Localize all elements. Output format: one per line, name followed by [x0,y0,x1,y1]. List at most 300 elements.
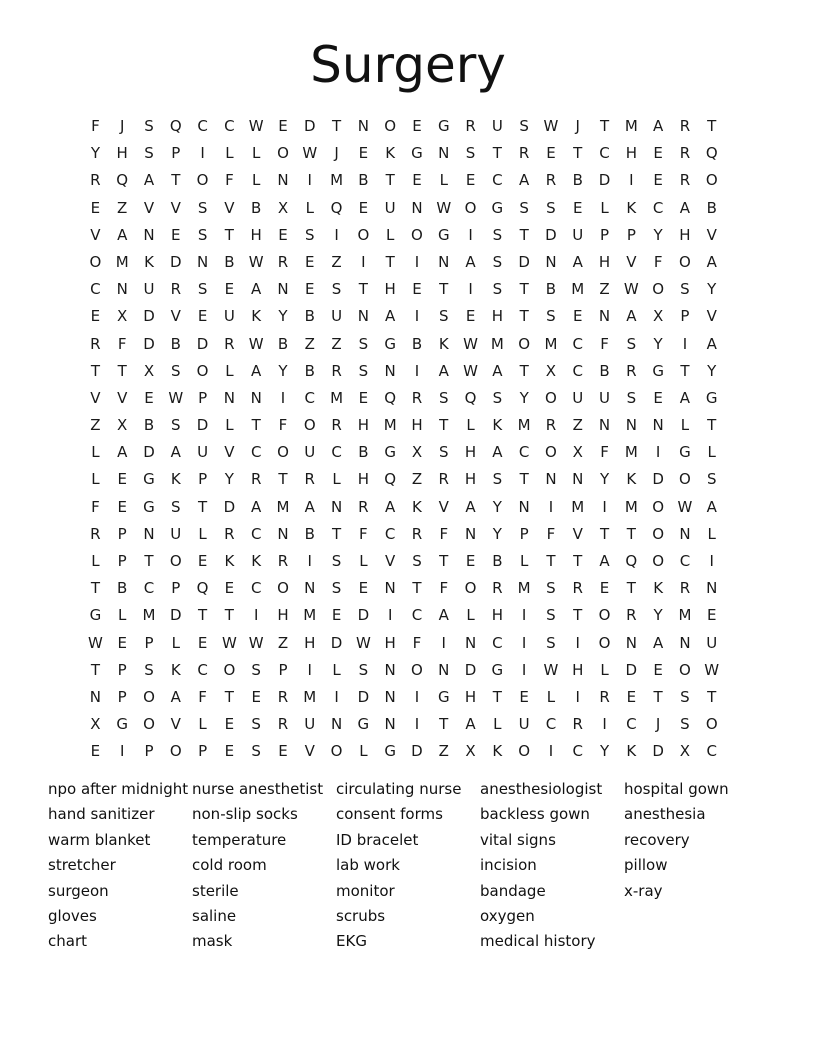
grid-letter: S [492,225,503,244]
word-list-item: gloves [48,906,97,925]
grid-letter: R [626,606,637,625]
grid-letter: J [119,117,125,135]
grid-letter: P [117,660,127,679]
grid-letter: N [625,633,637,652]
grid-letter: I [414,687,420,706]
grid-letter: N [572,470,584,489]
grid-letter: O [652,524,665,543]
grid-letter: U [331,307,343,326]
grid-letter: M [517,416,531,435]
grid-letter: K [626,470,637,489]
grid-letter: T [278,470,288,489]
grid-letter: E [653,388,663,407]
grid-letter: L [600,198,609,217]
grid-letter: S [706,470,717,489]
grid-letter: G [143,470,155,489]
word-list-item: monitor [336,881,395,900]
grid-letter: L [91,470,100,489]
grid-letter: R [224,524,235,543]
grid-letter: S [519,198,529,217]
grid-letter: D [625,660,638,679]
grid-letter: V [626,252,637,271]
grid-letter: U [384,198,396,217]
grid-letter: I [602,715,607,734]
word-list-item: stretcher [48,856,116,875]
grid-letter: N [598,307,611,326]
grid-letter: N [411,198,423,217]
grid-letter: Q [196,579,209,598]
grid-letter: L [707,443,716,462]
grid-letter: I [548,742,554,761]
grid-letter: F [600,443,609,462]
grid-letter: D [143,307,155,326]
grid-letter: U [572,388,584,407]
grid-letter: C [626,715,637,734]
grid-letter: G [143,497,155,516]
grid-letter: Y [707,280,717,299]
grid-letter: A [679,198,691,217]
grid-letter: D [143,443,155,462]
grid-letter: R [465,117,476,135]
grid-letter: B [572,171,583,190]
grid-letter: S [492,252,503,271]
grid-letter: K [385,144,396,163]
grid-letter: L [91,443,100,462]
grid-letter: U [143,280,155,299]
grid-letter: A [653,117,664,135]
word-list-item: surgeon [48,881,109,900]
grid-letter: C [250,579,262,598]
grid-letter: L [519,552,529,570]
grid-letter: J [575,117,580,135]
grid-letter: C [197,660,208,679]
grid-letter: W [221,633,237,652]
grid-letter: W [543,117,559,135]
grid-letter: G [491,198,504,217]
grid-letter: L [225,361,234,380]
grid-letter: E [197,552,208,570]
grid-letter: E [90,198,101,217]
grid-letter: O [518,742,531,761]
grid-letter: U [706,633,718,652]
grid-letter: L [466,606,475,625]
grid-letter: Z [304,334,315,353]
grid-letter: N [384,660,396,679]
grid-letter: I [575,633,580,652]
grid-letter: X [277,198,289,217]
grid-letter: R [572,579,583,598]
grid-letter: O [223,660,236,679]
grid-letter: L [198,524,207,543]
grid-letter: N [143,524,155,543]
grid-letter: E [519,687,529,706]
grid-letter: P [626,225,636,244]
grid-letter: T [331,524,342,543]
grid-letter: Z [438,742,449,761]
grid-letter: S [144,117,154,135]
grid-letter: W [168,388,184,407]
word-list-item: vital signs [480,830,556,849]
grid-letter: T [224,687,234,706]
grid-letter: V [90,225,101,244]
grid-letter: O [169,552,182,570]
grid-letter: K [492,416,503,435]
word-list-item: saline [192,906,237,925]
grid-letter: O [652,497,665,516]
grid-letter: N [438,660,450,679]
grid-letter: I [414,252,420,271]
grid-letter: F [653,252,663,271]
grid-letter: N [518,497,530,516]
grid-letter: R [90,171,101,190]
grid-letter: C [545,715,557,734]
grid-letter: E [573,198,583,217]
grid-letter: O [598,633,611,652]
grid-letter: X [545,361,557,380]
grid-letter: S [358,361,369,380]
grid-letter: T [198,606,208,625]
grid-letter: A [143,171,155,190]
grid-letter: T [519,361,529,380]
grid-letter: M [115,252,129,271]
grid-letter: S [680,715,690,734]
grid-letter: K [144,252,154,271]
grid-letter: D [303,117,316,135]
grid-letter: L [546,687,556,706]
grid-letter: O [277,579,289,598]
grid-letter: Y [492,497,502,516]
grid-letter: G [411,144,423,163]
grid-letter: O [89,252,102,271]
word-list-item: hospital gown [624,780,729,798]
grid-letter: M [330,171,344,190]
grid-letter: O [652,280,665,299]
grid-letter: N [679,524,691,543]
grid-letter: E [706,606,717,625]
grid-letter: F [225,171,234,190]
grid-letter: I [280,388,286,407]
word-list-item: anesthesiologist [480,780,603,798]
grid-letter: S [358,660,369,679]
grid-letter: H [464,443,477,462]
grid-letter: U [304,443,316,462]
grid-letter: E [224,579,235,598]
grid-letter: P [519,524,529,543]
grid-letter: R [170,280,181,299]
grid-letter: M [142,606,156,625]
grid-letter: A [170,687,181,706]
grid-letter: I [307,660,312,679]
grid-letter: R [679,144,691,163]
grid-letter: V [224,443,235,462]
grid-letter: W [623,280,639,299]
grid-letter: A [626,307,637,326]
grid-letter: S [680,687,690,706]
grid-letter: V [438,497,449,516]
grid-letter: B [304,307,315,326]
grid-letter: R [250,470,262,489]
grid-letter: S [412,552,422,570]
grid-letter: Z [572,416,583,435]
grid-letter: V [706,307,717,326]
grid-letter: G [357,715,370,734]
grid-letter: D [143,334,155,353]
grid-letter: S [331,579,342,598]
grid-letter: T [144,552,154,570]
grid-letter: C [679,552,691,570]
grid-letter: L [600,660,609,679]
grid-letter: Y [278,307,288,326]
grid-letter: A [170,443,181,462]
grid-letter: L [385,225,395,244]
grid-letter: T [519,470,529,489]
grid-letter: Y [653,225,663,244]
grid-letter: W [87,633,103,652]
grid-letter: D [357,687,370,706]
grid-letter: T [626,524,636,543]
grid-letter: E [197,307,208,326]
grid-letter: K [251,307,262,326]
grid-letter: H [357,416,369,435]
grid-letter: S [305,225,315,244]
grid-letter: U [304,715,316,734]
grid-letter: R [224,334,235,353]
grid-letter: I [441,633,446,652]
grid-letter: P [144,633,154,652]
grid-letter: C [143,579,155,598]
grid-letter: A [438,361,449,380]
grid-letter: T [90,660,100,679]
grid-letter: U [599,388,611,407]
word-list-item: consent forms [336,805,443,824]
grid-letter: C [492,171,503,190]
grid-letter: N [545,470,557,489]
grid-letter: L [252,144,261,163]
grid-letter: N [384,715,396,734]
grid-letter: A [492,443,503,462]
grid-letter: R [331,416,342,435]
grid-letter: E [224,715,235,734]
grid-letter: T [573,552,583,570]
grid-letter: E [626,687,637,706]
grid-letter: N [384,579,396,598]
word-list-item: EKG [336,932,367,951]
grid-letter: G [116,715,128,734]
grid-letter: H [250,225,262,244]
grid-letter: H [384,280,396,299]
grid-letter: I [334,687,339,706]
grid-letter: I [414,307,420,326]
grid-letter: N [116,280,128,299]
grid-letter: D [223,497,236,516]
grid-letter: S [197,280,208,299]
grid-letter: D [170,606,182,625]
grid-letter: U [572,225,584,244]
grid-letter: A [251,361,262,380]
grid-letter: T [358,280,368,299]
grid-letter: O [169,742,182,761]
grid-letter: U [518,715,530,734]
grid-letter: A [492,361,503,380]
grid-letter: O [277,443,289,462]
grid-letter: R [545,416,557,435]
grid-letter: Y [90,144,100,163]
grid-letter: I [307,171,312,190]
page-title: Surgery [310,36,506,94]
grid-letter: W [248,633,264,652]
grid-letter: C [599,144,610,163]
grid-letter: E [599,579,610,598]
grid-letter: W [543,660,559,679]
grid-letter: E [465,171,476,190]
grid-letter: K [412,497,422,516]
grid-letter: X [143,361,155,380]
grid-letter: I [387,606,393,625]
grid-letter: E [331,606,342,625]
grid-letter: N [196,252,209,271]
grid-letter: H [464,687,477,706]
grid-letter: T [707,416,717,435]
grid-letter: Y [599,742,610,761]
grid-letter: H [277,606,289,625]
grid-letter: B [224,252,235,271]
grid-letter: R [518,144,530,163]
grid-letter: P [198,470,208,489]
grid-letter: E [117,497,127,516]
grid-letter: S [171,497,181,516]
grid-letter: P [198,742,208,761]
grid-letter: H [464,470,477,489]
word-list-item: bandage [480,881,546,900]
grid-letter: G [384,334,396,353]
grid-letter: W [463,334,478,353]
grid-letter: I [361,252,366,271]
grid-letter: M [624,117,638,135]
word-list-item: nurse anesthetist [192,780,324,798]
grid-letter: R [358,497,369,516]
grid-letter: Z [90,416,101,435]
grid-letter: W [677,497,693,516]
grid-letter: V [385,552,396,570]
word-list-item: backless gown [480,805,590,824]
grid-letter: L [439,171,448,190]
grid-letter: D [652,742,664,761]
grid-letter: N [250,388,262,407]
grid-letter: V [170,307,181,326]
grid-letter: N [384,361,396,380]
grid-letter: R [438,470,449,489]
grid-letter: V [572,524,583,543]
word-list-item: mask [192,932,233,951]
letter-grid [82,113,725,766]
grid-letter: T [599,524,610,543]
grid-letter: E [653,660,663,679]
grid-letter: E [90,307,101,326]
grid-letter: S [546,606,556,625]
grid-letter: S [331,280,342,299]
grid-letter: R [545,171,557,190]
grid-letter: F [91,117,100,135]
grid-letter: A [653,633,664,652]
grid-letter: N [330,497,343,516]
grid-letter: T [519,225,529,244]
grid-letter: C [492,633,503,652]
grid-letter: A [572,252,583,271]
grid-letter: T [546,552,556,570]
grid-letter: N [357,307,369,326]
grid-letter: L [493,715,502,734]
grid-letter: X [117,416,128,435]
word-list-item: temperature [192,830,287,849]
grid-letter: M [383,416,397,435]
grid-letter: T [439,280,449,299]
grid-letter: N [89,687,102,706]
grid-letter: X [117,307,128,326]
grid-letter: V [143,198,155,217]
grid-letter: B [117,579,128,598]
word-list-item: recovery [624,830,690,849]
word-list-item: sterile [192,881,239,900]
grid-letter: B [143,416,155,435]
grid-letter: S [358,334,369,353]
grid-letter: N [464,524,477,543]
grid-letter: T [519,280,529,299]
grid-letter: P [171,144,181,163]
grid-letter: G [652,361,664,380]
grid-letter: O [143,715,155,734]
grid-letter: E [117,633,127,652]
grid-letter: E [573,307,583,326]
grid-letter: I [200,144,205,163]
grid-letter: T [385,171,395,190]
grid-letter: T [599,117,610,135]
grid-letter: S [251,660,261,679]
grid-letter: L [359,742,368,761]
grid-letter: A [465,497,476,516]
grid-letter: E [358,388,369,407]
grid-letter: Q [625,552,638,570]
grid-letter: I [575,687,580,706]
grid-letter: L [252,171,261,190]
grid-letter: E [224,742,235,761]
grid-letter: F [91,497,100,516]
grid-letter: M [571,497,585,516]
grid-letter: T [707,687,717,706]
grid-letter: S [492,470,503,489]
grid-letter: O [679,252,691,271]
grid-letter: E [358,198,369,217]
grid-letter: F [546,524,556,543]
grid-letter: F [117,334,127,353]
grid-letter: V [304,742,315,761]
grid-letter: E [251,687,261,706]
grid-letter: B [358,443,369,462]
grid-letter: L [680,416,690,435]
grid-letter: S [546,633,556,652]
grid-letter: D [357,606,370,625]
grid-letter: W [302,144,318,163]
word-list-item: medical history [480,932,596,951]
grid-letter: S [197,225,208,244]
grid-letter: A [706,497,717,516]
grid-letter: N [438,252,450,271]
grid-letter: Q [169,117,182,135]
grid-letter: I [548,497,554,516]
grid-letter: Y [707,361,717,380]
grid-letter: M [276,497,290,516]
grid-letter: I [682,334,688,353]
grid-letter: E [171,225,181,244]
